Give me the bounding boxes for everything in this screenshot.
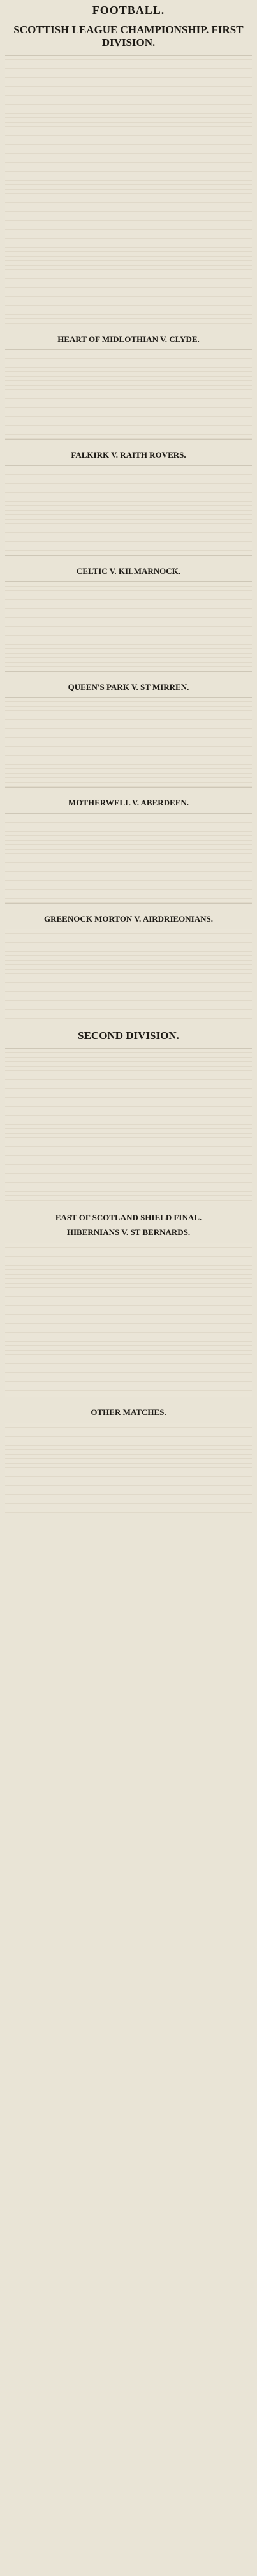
unreadable-report-text [5, 465, 252, 556]
section-1 [5, 24, 252, 324]
section-6 [5, 798, 252, 904]
section-10 [5, 1407, 252, 1513]
unreadable-report-text [5, 1243, 252, 1397]
section-title: HEART OF MIDLOTHIAN V. CLYDE. [57, 334, 200, 344]
section-9 [5, 1213, 252, 1397]
section-5 [5, 682, 252, 788]
unreadable-report-text [5, 349, 252, 440]
section-2 [5, 334, 252, 440]
section-title: QUEEN'S PARK V. ST MIRREN. [68, 682, 189, 692]
section-title: GREENOCK MORTON V. AIRDRIEONIANS. [43, 913, 213, 924]
section-4 [5, 566, 252, 672]
unreadable-report-text [5, 697, 252, 788]
section-8 [5, 1030, 252, 1202]
unreadable-report-text [5, 813, 252, 904]
section-title: OTHER MATCHES. [91, 1407, 166, 1417]
page-heading: FOOTBALL. [92, 4, 165, 17]
section-title: SCOTTISH LEAGUE CHAMPIONSHIP. FIRST DIVISION. [13, 24, 244, 49]
unreadable-report-text [5, 581, 252, 672]
unreadable-league-table [5, 55, 252, 324]
section-7 [5, 914, 252, 1020]
unreadable-report-text [5, 929, 252, 1019]
section-title: MOTHERWELL V. ABERDEEN. [68, 798, 189, 808]
unreadable-league-table [5, 1048, 252, 1202]
section-3 [5, 450, 252, 556]
unreadable-report-text [5, 1423, 252, 1513]
section-title: CELTIC V. KILMARNOCK. [76, 565, 181, 576]
section-title: EAST OF SCOTLAND SHIELD FINAL. [55, 1212, 202, 1222]
section-subtitle: HIBERNIANS V. ST BERNARDS. [66, 1227, 191, 1238]
section-title: FALKIRK V. RAITH ROVERS. [71, 450, 186, 460]
section-title: SECOND DIVISION. [78, 1030, 179, 1042]
